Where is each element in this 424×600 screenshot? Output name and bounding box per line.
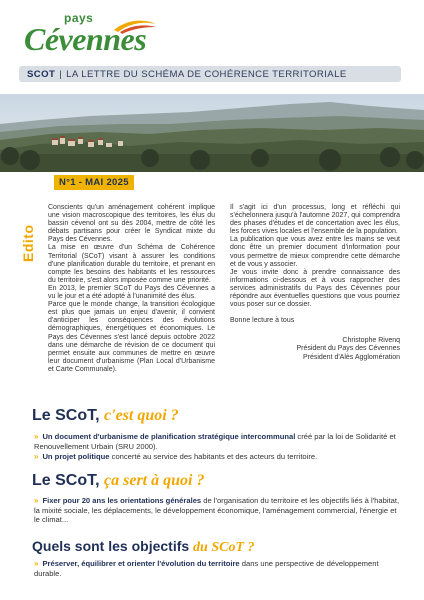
edito-paragraph: En 2013, le premier SCoT du Pays des Cévennes a vu le jour et a été adopté à l'unanimité des élus. (48, 284, 215, 301)
edito-paragraph: Il s'agit ici d'un processus, long et réfléchi qui s'échelonnera jusqu'à l'automne 2027, qui comprendra des phases d'études et de concertation avec les élus, les forces vives locales et l'ensemble de la population. (230, 204, 400, 236)
edito-right-column (230, 204, 400, 362)
issue-badge: N°1 - MAI 2025 (54, 175, 134, 190)
chevron-right-icon: » (34, 496, 39, 505)
section-title-objectives (32, 538, 255, 556)
bullet-text: concerté au service des habitants et des acteurs du territoire. (109, 452, 318, 461)
edito-label-container (20, 212, 44, 262)
banner-scot: SCOT (27, 68, 56, 80)
bullet-bold: Un document d'urbanisme de planification stratégique intercommunal (42, 432, 296, 441)
bullet-item (34, 432, 404, 451)
logo-pays-text: pays (64, 11, 94, 25)
chevron-right-icon: » (34, 559, 39, 568)
section-title-main: Le SCoT, (32, 472, 105, 489)
edito-paragraph: Parce que le monde change, la transition écologique est plus que jamais un enjeu d'avenir, il convient d'anticiper les conséquences des évolutions démographiques, énergétiques et économiques. Le Pays des Cévennes s'est lancé depuis octobre 2022 dans une démarche de révision de ce document qui permet ensuite aux communes de mettre en œuvre leur document d'urbanisme (Plan Local d'Urbanisme et Carte Communale). (48, 301, 215, 373)
landscape-photo (0, 94, 424, 172)
bullet-text: dans une perspective de développement durable. (34, 559, 379, 578)
section-title-main: Le SCoT, (32, 407, 105, 424)
banner-subtitle: LA LETTRE DU SCHÉMA DE COHÉRENCE TERRITORIALE (66, 68, 347, 80)
signature-name: Christophe Rivenq (342, 337, 400, 345)
newsletter-banner (19, 66, 401, 82)
bullet-item (34, 452, 404, 462)
edito-paragraph: La mise en œuvre d'un Schéma de Cohérence Territorial (SCoT) visant à assurer les conditions d'une planification durable du territoire, et prenant en compte les besoins des habitants et les ressources du territoire, s'est alors imposée comme une priorité. (48, 244, 215, 284)
edito-closing: Bonne lecture à tous (230, 317, 295, 325)
edito-paragraph: Je vous invite donc à prendre connaissance des informations ci-dessous et à vous rapprocher des services administratifs du Pays des Cévennes pour répondre aux éventuelles questions que vous pourriez vous poser sur ce dossier. (230, 268, 400, 309)
edito-left-column (48, 204, 215, 374)
section-title-what (32, 407, 179, 425)
edito-paragraph: Conscients qu'un aménagement cohérent implique une vision macroscopique des territoires, les élus du bassin cévenol ont su dès 2004, mettre de côté les débats partisans pour créer le Syndicat mixte du Pays des Cévennes. (48, 204, 215, 244)
chevron-right-icon: » (34, 452, 39, 461)
section-title-accent: du SCoT ? (193, 540, 255, 555)
section-title-main: Quels sont les objectifs (32, 538, 194, 554)
bullet-item (34, 559, 404, 578)
signature-role: Président d'Alès Agglomération (302, 353, 400, 361)
section-title-purpose (32, 472, 204, 490)
edito-paragraph: La publication que vous avez entre les mains se veut donc être un premier document d'information pour vous permettre de mieux comprendre cette démarche et de vous y associer. (230, 236, 400, 268)
edito-label: Edito (20, 224, 36, 262)
bullet-text: créé par la loi de Solidarité et Renouvellement Urbain (SRU 2000). (34, 432, 396, 451)
bullet-bold: Fixer pour 20 ans les orientations générales (42, 496, 202, 505)
page-header (0, 0, 424, 100)
chevron-right-icon: » (34, 432, 39, 441)
section-title-accent: c'est quoi ? (104, 407, 179, 424)
bullet-text: de l'organisation du territoire et les objectifs liés à l'habitat, la mixité sociale, les déplacements, le développement économique, l'aménagement commercial, l'énergie et le climat... (34, 496, 400, 525)
bullet-bold: Préserver, équilibrer et orienter l'évolution du territoire (42, 559, 240, 568)
bullet-bold: Un projet politique (42, 452, 110, 461)
logo-cevennes-text: Cévennes (24, 21, 147, 57)
section-title-accent: ça sert à quoi ? (104, 472, 205, 489)
signature-block (230, 337, 400, 361)
banner-separator: | (59, 68, 63, 80)
bullet-item (34, 496, 404, 525)
signature-role: Président du Pays des Cévennes (296, 345, 400, 353)
